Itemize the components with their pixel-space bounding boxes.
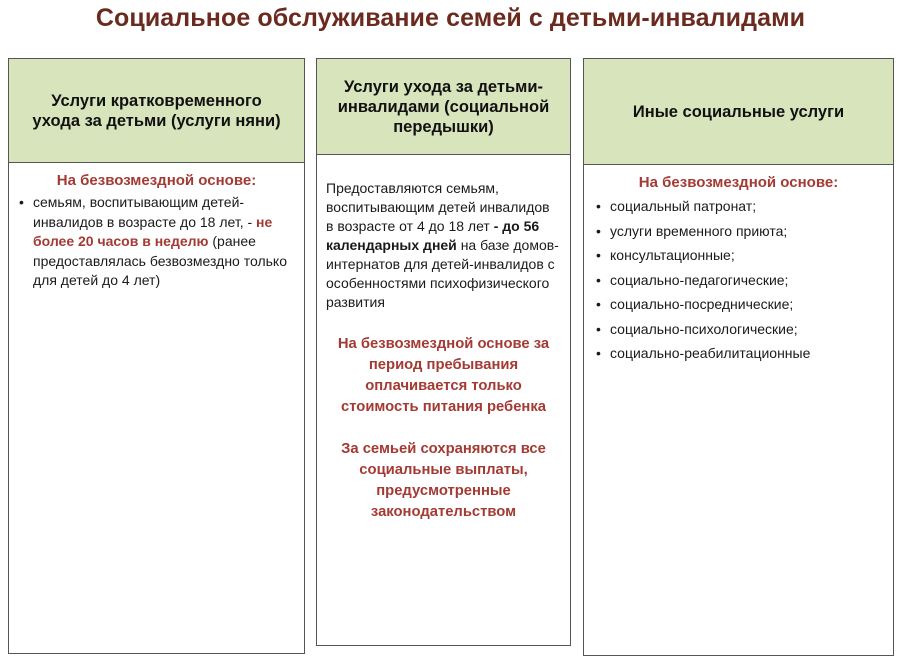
list-item: • консультационные; xyxy=(610,246,883,265)
list-item: • социально-педагогические; xyxy=(610,271,883,290)
nanny-free-label: На безвозмездной основе: xyxy=(56,172,257,189)
page-title: Социальное обслуживание семей с детьми-инвалидами xyxy=(95,4,806,32)
other-services-column xyxy=(583,58,894,656)
list-item: • услуги временного приюта; xyxy=(610,222,883,241)
list-item: • социально-реабилитационные xyxy=(610,344,883,363)
other-services-heading: Иные социальные услуги xyxy=(584,59,893,165)
nanny-item-text: семьям, воспитывающим детей-инвалидов в возрасте до 18 лет, - xyxy=(33,194,253,230)
respite-services-column xyxy=(316,58,571,646)
respite-payments-note: За семьей сохраняются все социальные выплаты, предусмотренные законодательством xyxy=(341,441,546,520)
list-item xyxy=(33,193,288,291)
list-item: • социально-психологические; xyxy=(610,320,883,339)
list-item: • социально-посреднические; xyxy=(610,295,883,314)
nanny-item-note: (ранее предоставлялась безвозмездно только для детей до 4 лет) xyxy=(33,233,287,288)
respite-text: Предоставляются семьям, воспитывающим детей инвалидов в возрасте от 4 до 18 лет xyxy=(326,180,550,234)
nanny-hours-limit: не более 20 часов в неделю xyxy=(33,213,273,249)
list-item: • социальный патронат; xyxy=(610,197,883,216)
respite-description xyxy=(317,155,570,312)
nanny-services-list xyxy=(9,193,304,291)
respite-days-limit: - до 56 календарных дней xyxy=(326,218,540,253)
respite-free-note: На безвозмездной основе за период пребывания оплачивается только стоимость питания ребенка xyxy=(337,336,550,415)
respite-services-heading: Услуги ухода за детьми-инвалидами (социальной передышки) xyxy=(317,59,570,155)
other-services-list xyxy=(584,195,893,363)
other-free-label: На безвозмездной основе: xyxy=(638,174,839,191)
nanny-services-heading: Услуги кратковременного ухода за детьми (услуги няни) xyxy=(9,59,304,163)
nanny-services-column xyxy=(8,58,305,654)
respite-text-continued: на базе домов-интернатов для детей-инвалидов с особенностями психофизического развития xyxy=(326,237,559,310)
